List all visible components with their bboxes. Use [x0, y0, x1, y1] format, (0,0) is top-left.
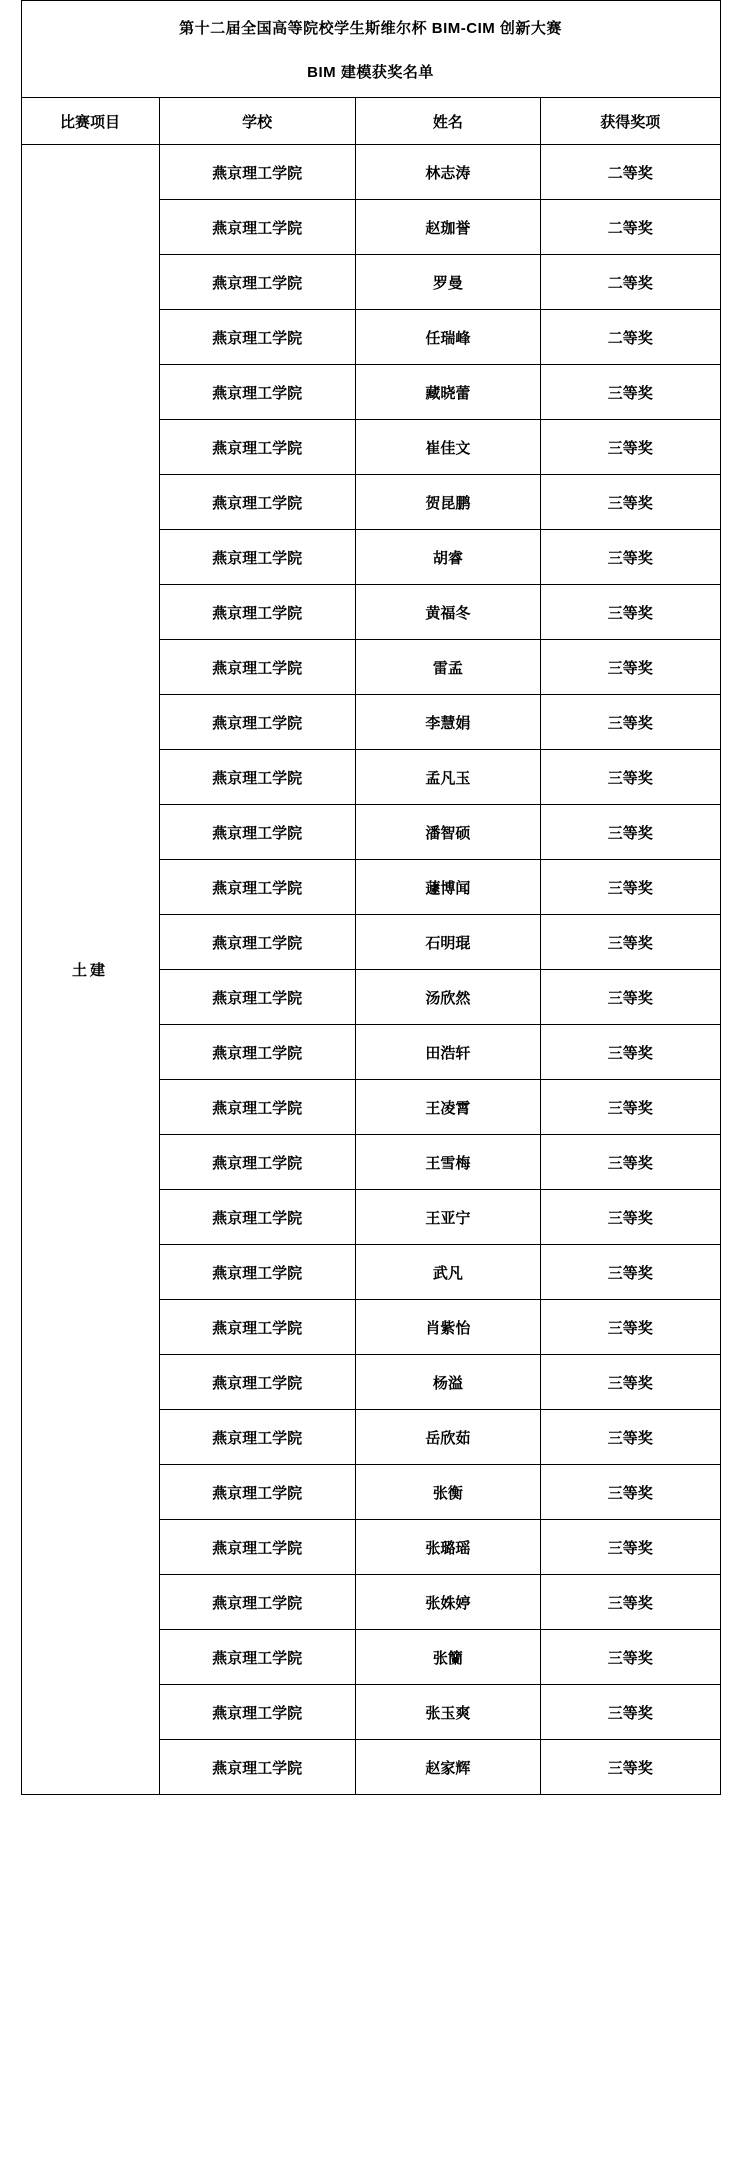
cell-name: 肖紫怡	[355, 1300, 540, 1355]
cell-award: 三等奖	[540, 1740, 720, 1795]
cell-school: 燕京理工学院	[159, 1630, 355, 1685]
cell-award: 三等奖	[540, 750, 720, 805]
cell-name: 张姝婷	[355, 1575, 540, 1630]
cell-award: 三等奖	[540, 860, 720, 915]
cell-award: 二等奖	[540, 310, 720, 365]
cell-name: 黄福冬	[355, 585, 540, 640]
cell-school: 燕京理工学院	[159, 1135, 355, 1190]
cell-school: 燕京理工学院	[159, 475, 355, 530]
document-title-line2: BIM 建模获奖名单	[21, 49, 720, 98]
column-header-school: 学校	[159, 98, 355, 145]
cell-name: 赵家辉	[355, 1740, 540, 1795]
cell-award: 三等奖	[540, 1410, 720, 1465]
cell-name: 张籣	[355, 1630, 540, 1685]
cell-award: 三等奖	[540, 1355, 720, 1410]
cell-school: 燕京理工学院	[159, 420, 355, 475]
cell-award: 三等奖	[540, 805, 720, 860]
column-header-name: 姓名	[355, 98, 540, 145]
cell-school: 燕京理工学院	[159, 860, 355, 915]
cell-school: 燕京理工学院	[159, 145, 355, 200]
cell-school: 燕京理工学院	[159, 1575, 355, 1630]
cell-name: 孟凡玉	[355, 750, 540, 805]
cell-award: 三等奖	[540, 585, 720, 640]
cell-school: 燕京理工学院	[159, 530, 355, 585]
cell-award: 三等奖	[540, 1630, 720, 1685]
cell-school: 燕京理工学院	[159, 585, 355, 640]
cell-name: 岳欣茹	[355, 1410, 540, 1465]
cell-award: 三等奖	[540, 530, 720, 585]
cell-award: 三等奖	[540, 695, 720, 750]
cell-school: 燕京理工学院	[159, 200, 355, 255]
cell-school: 燕京理工学院	[159, 1410, 355, 1465]
cell-name: 王凌霄	[355, 1080, 540, 1135]
cell-name: 罗曼	[355, 255, 540, 310]
cell-award: 二等奖	[540, 255, 720, 310]
cell-award: 三等奖	[540, 1080, 720, 1135]
cell-name: 王雪梅	[355, 1135, 540, 1190]
cell-award: 三等奖	[540, 1025, 720, 1080]
cell-school: 燕京理工学院	[159, 750, 355, 805]
cell-award: 三等奖	[540, 915, 720, 970]
cell-name: 田浩轩	[355, 1025, 540, 1080]
table-header-row	[21, 98, 720, 145]
cell-award: 三等奖	[540, 1465, 720, 1520]
cell-award: 二等奖	[540, 145, 720, 200]
cell-award: 二等奖	[540, 200, 720, 255]
cell-name: 李慧娟	[355, 695, 540, 750]
category-cell: 土建	[21, 145, 159, 1795]
cell-award: 三等奖	[540, 1245, 720, 1300]
cell-school: 燕京理工学院	[159, 1245, 355, 1300]
cell-name: 武凡	[355, 1245, 540, 1300]
cell-school: 燕京理工学院	[159, 365, 355, 420]
cell-school: 燕京理工学院	[159, 1685, 355, 1740]
cell-school: 燕京理工学院	[159, 970, 355, 1025]
cell-award: 三等奖	[540, 1300, 720, 1355]
cell-award: 三等奖	[540, 1135, 720, 1190]
cell-school: 燕京理工学院	[159, 1465, 355, 1520]
cell-school: 燕京理工学院	[159, 1740, 355, 1795]
cell-school: 燕京理工学院	[159, 1025, 355, 1080]
column-header-event: 比赛项目	[21, 98, 159, 145]
cell-school: 燕京理工学院	[159, 1190, 355, 1245]
cell-school: 燕京理工学院	[159, 915, 355, 970]
cell-school: 燕京理工学院	[159, 695, 355, 750]
cell-name: 汤欣然	[355, 970, 540, 1025]
cell-name: 蘧博闻	[355, 860, 540, 915]
cell-school: 燕京理工学院	[159, 1080, 355, 1135]
column-header-award: 获得奖项	[540, 98, 720, 145]
cell-name: 任瑞峰	[355, 310, 540, 365]
cell-name: 王亚宁	[355, 1190, 540, 1245]
cell-award: 三等奖	[540, 640, 720, 695]
cell-award: 三等奖	[540, 420, 720, 475]
cell-name: 藏晓蕾	[355, 365, 540, 420]
cell-school: 燕京理工学院	[159, 640, 355, 695]
cell-name: 杨溢	[355, 1355, 540, 1410]
cell-name: 张玉爽	[355, 1685, 540, 1740]
cell-award: 三等奖	[540, 1685, 720, 1740]
title-row-1	[21, 1, 720, 50]
cell-name: 张璐瑶	[355, 1520, 540, 1575]
cell-school: 燕京理工学院	[159, 1300, 355, 1355]
cell-award: 三等奖	[540, 970, 720, 1025]
cell-name: 雷孟	[355, 640, 540, 695]
cell-school: 燕京理工学院	[159, 1520, 355, 1575]
cell-school: 燕京理工学院	[159, 310, 355, 365]
cell-school: 燕京理工学院	[159, 255, 355, 310]
cell-school: 燕京理工学院	[159, 805, 355, 860]
table-row	[21, 145, 720, 200]
cell-name: 林志涛	[355, 145, 540, 200]
award-list-table	[21, 0, 721, 1795]
document-title-line1: 第十二届全国高等院校学生斯维尔杯 BIM-CIM 创新大赛	[21, 1, 720, 50]
cell-award: 三等奖	[540, 1575, 720, 1630]
cell-name: 胡睿	[355, 530, 540, 585]
cell-name: 石明琨	[355, 915, 540, 970]
cell-school: 燕京理工学院	[159, 1355, 355, 1410]
cell-award: 三等奖	[540, 1190, 720, 1245]
table-body	[21, 1, 720, 1795]
cell-award: 三等奖	[540, 475, 720, 530]
cell-name: 张衡	[355, 1465, 540, 1520]
cell-name: 崔佳文	[355, 420, 540, 475]
cell-name: 贺昆鹏	[355, 475, 540, 530]
cell-award: 三等奖	[540, 1520, 720, 1575]
title-row-2	[21, 49, 720, 98]
cell-name: 潘智硕	[355, 805, 540, 860]
cell-award: 三等奖	[540, 365, 720, 420]
cell-name: 赵珈誉	[355, 200, 540, 255]
